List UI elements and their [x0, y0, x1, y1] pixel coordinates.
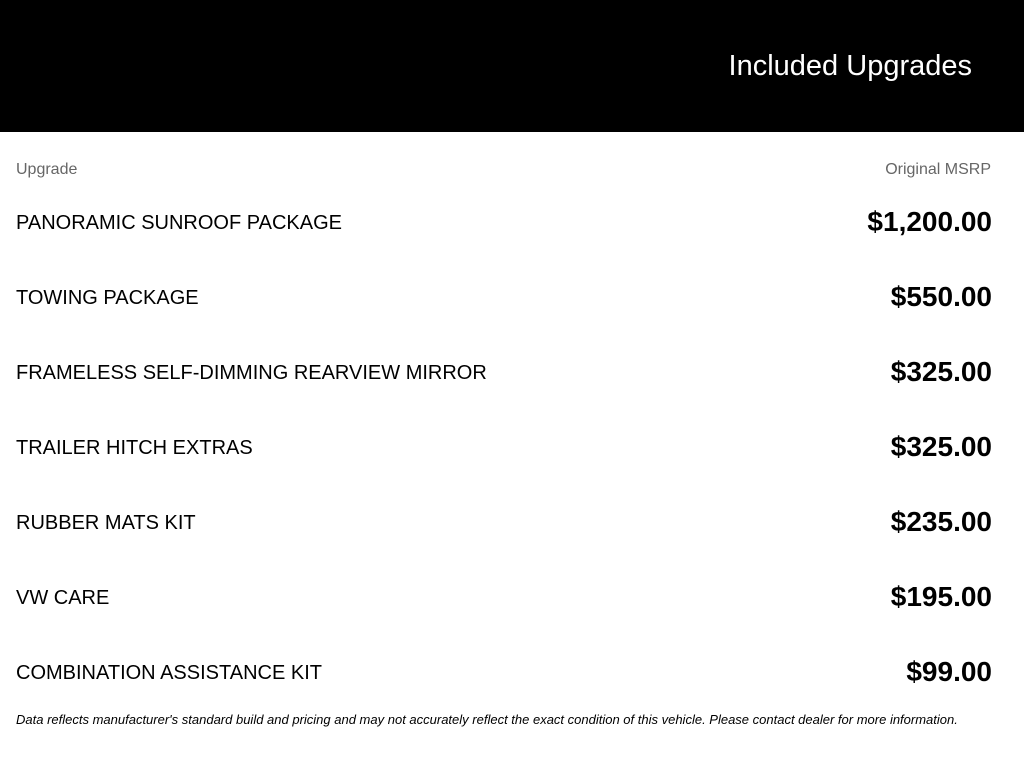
upgrade-price: $195.00 — [890, 581, 992, 612]
upgrade-name: FRAMELESS SELF-DIMMING REARVIEW MIRROR — [16, 362, 487, 384]
upgrade-name: RUBBER MATS KIT — [16, 512, 196, 534]
upgrade-price: $235.00 — [890, 506, 992, 537]
column-header-msrp: Original MSRP — [885, 161, 991, 178]
upgrade-name: COMBINATION ASSISTANCE KIT — [16, 662, 322, 684]
list-item — [16, 185, 992, 260]
upgrade-name: PANORAMIC SUNROOF PACKAGE — [16, 212, 342, 234]
list-item — [16, 260, 992, 335]
upgrade-price: $1,200.00 — [867, 206, 992, 237]
upgrade-name: VW CARE — [16, 587, 110, 609]
list-item — [16, 410, 992, 485]
list-item — [16, 635, 992, 710]
column-header-upgrade: Upgrade — [16, 161, 78, 178]
header-banner — [0, 0, 1024, 132]
upgrade-name: TOWING PACKAGE — [16, 287, 199, 309]
list-item — [16, 485, 992, 560]
list-item — [16, 335, 992, 410]
upgrade-price: $99.00 — [906, 656, 992, 687]
upgrade-price: $325.00 — [890, 431, 992, 462]
upgrade-name: TRAILER HITCH EXTRAS — [16, 437, 253, 459]
disclaimer-text: Data reflects manufacturer's standard build and pricing and may not accurately reflect the exact condition of this vehicle. Please contact dealer for more information. — [16, 712, 958, 727]
page-title: Included Upgrades — [728, 50, 972, 82]
upgrades-list — [16, 185, 992, 710]
list-item — [16, 560, 992, 635]
upgrade-price: $325.00 — [890, 356, 992, 387]
upgrade-price: $550.00 — [890, 281, 992, 312]
